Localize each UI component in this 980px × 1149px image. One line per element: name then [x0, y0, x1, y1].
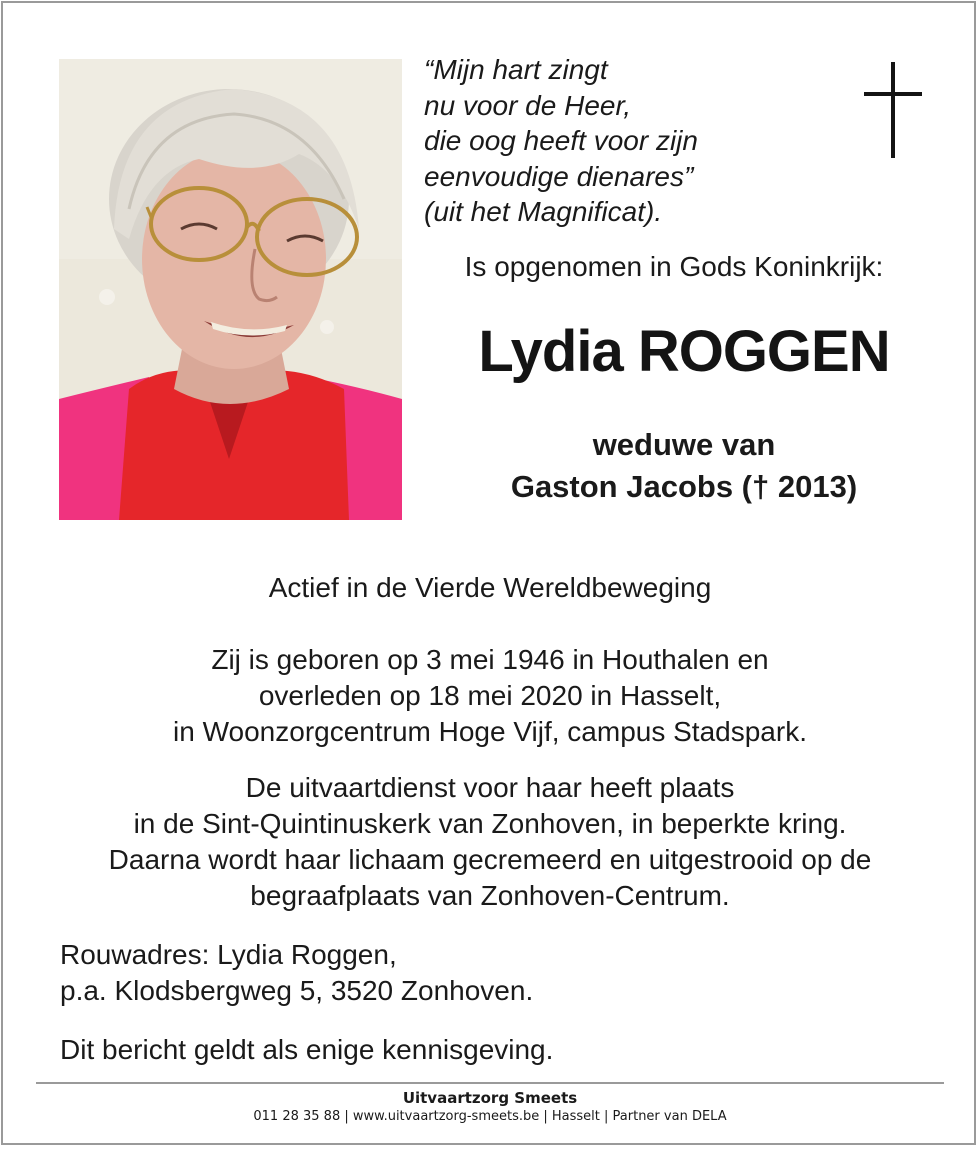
birth-death-line: in Woonzorgcentrum Hoge Vijf, campus Stadspark. — [173, 716, 807, 747]
notice-line: Dit bericht geldt als enige kennisgeving. — [60, 1034, 554, 1065]
notice-text — [60, 1032, 940, 1068]
quote-line: nu voor de Heer, — [424, 89, 632, 121]
funeral-line: in de Sint-Quintinuskerk van Zonhoven, in beperkte kring. — [133, 808, 847, 839]
magnificat-quote — [424, 52, 824, 230]
deceased-name: Lydia ROGGEN — [478, 319, 890, 384]
quote-line: eenvoudige dienares” — [424, 160, 694, 192]
activity-line: Actief in de Vierde Wereldbeweging — [268, 572, 712, 603]
activity-text — [40, 570, 940, 606]
latin-cross-icon — [864, 62, 922, 158]
birth-death-paragraph — [40, 642, 940, 750]
mourning-address — [60, 937, 940, 1009]
intro-text — [424, 249, 924, 285]
funeral-line: begraafplaats van Zonhoven-Centrum. — [250, 880, 730, 911]
quote-line: “Mijn hart zingt — [424, 54, 608, 85]
funeral-line: Daarna wordt haar lichaam gecremeerd en uitgestrooid op de — [108, 844, 872, 875]
funeral-paragraph — [40, 770, 940, 914]
funeral-company-info: 011 28 35 88 | www.uitvaartzorg-smeets.be | Hasselt | Partner van DELA — [253, 1109, 727, 1124]
portrait-photo — [59, 59, 402, 520]
address-line: Rouwadres: Lydia Roggen, — [60, 939, 397, 970]
funeral-line: De uitvaartdienst voor haar heeft plaats — [245, 772, 735, 803]
quote-line: die oog heeft voor zijn — [424, 125, 698, 156]
relation-label: weduwe van — [592, 427, 776, 462]
intro-label: Is opgenomen in Gods Koninkrijk: — [464, 251, 884, 282]
birth-death-line: Zij is geboren op 3 mei 1946 in Houthalen en — [211, 644, 769, 675]
spouse-block — [424, 424, 944, 508]
birth-death-line: overleden op 18 mei 2020 in Hasselt, — [258, 680, 722, 711]
footer-divider — [36, 1082, 944, 1084]
spouse-name: Gaston Jacobs († 2013) — [510, 469, 858, 504]
address-line: p.a. Klodsbergweg 5, 3520 Zonhoven. — [60, 975, 534, 1006]
funeral-company-name: Uitvaartzorg Smeets — [402, 1089, 578, 1107]
quote-line: (uit het Magnificat). — [424, 196, 663, 227]
